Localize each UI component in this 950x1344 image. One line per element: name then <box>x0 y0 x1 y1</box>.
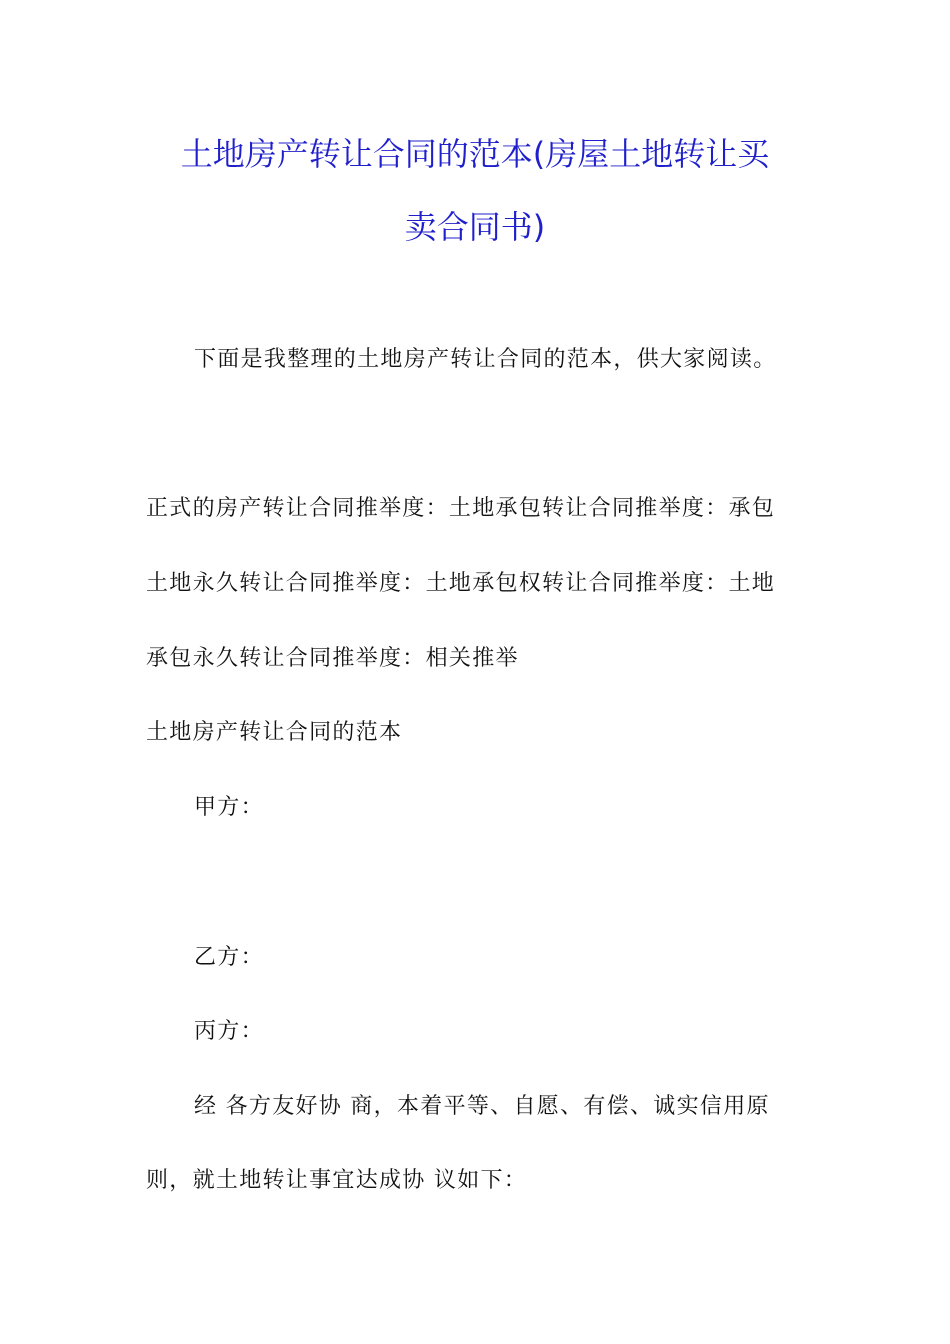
recommend-line-1: 正式的房产转让合同推举度：土地承包转让合同推举度：承包 <box>146 496 776 521</box>
party-b-label: 乙方： <box>194 945 264 970</box>
section-subheading: 土地房产转让合同的范本 <box>146 720 403 745</box>
party-c-label: 丙方： <box>194 1019 264 1044</box>
recommend-line-3: 承包永久转让合同推举度：相关推举 <box>146 646 519 671</box>
document-title-line-2: 卖合同书) <box>404 208 546 246</box>
body-paragraph-line-1: 经 各方友好协 商，本着平等、自愿、有偿、诚实信用原 <box>194 1094 770 1119</box>
intro-paragraph: 下面是我整理的土地房产转让合同的范本，供大家阅读。 <box>194 347 777 372</box>
party-a-label: 甲方： <box>194 795 264 820</box>
document-title-line-1: 土地房产转让合同的范本(房屋土地转让买 <box>180 135 770 173</box>
recommend-line-2: 土地永久转让合同推举度：土地承包权转让合同推举度：土地 <box>146 571 776 596</box>
body-paragraph-line-2: 则，就土地转让事宜达成协 议如下： <box>146 1168 528 1193</box>
